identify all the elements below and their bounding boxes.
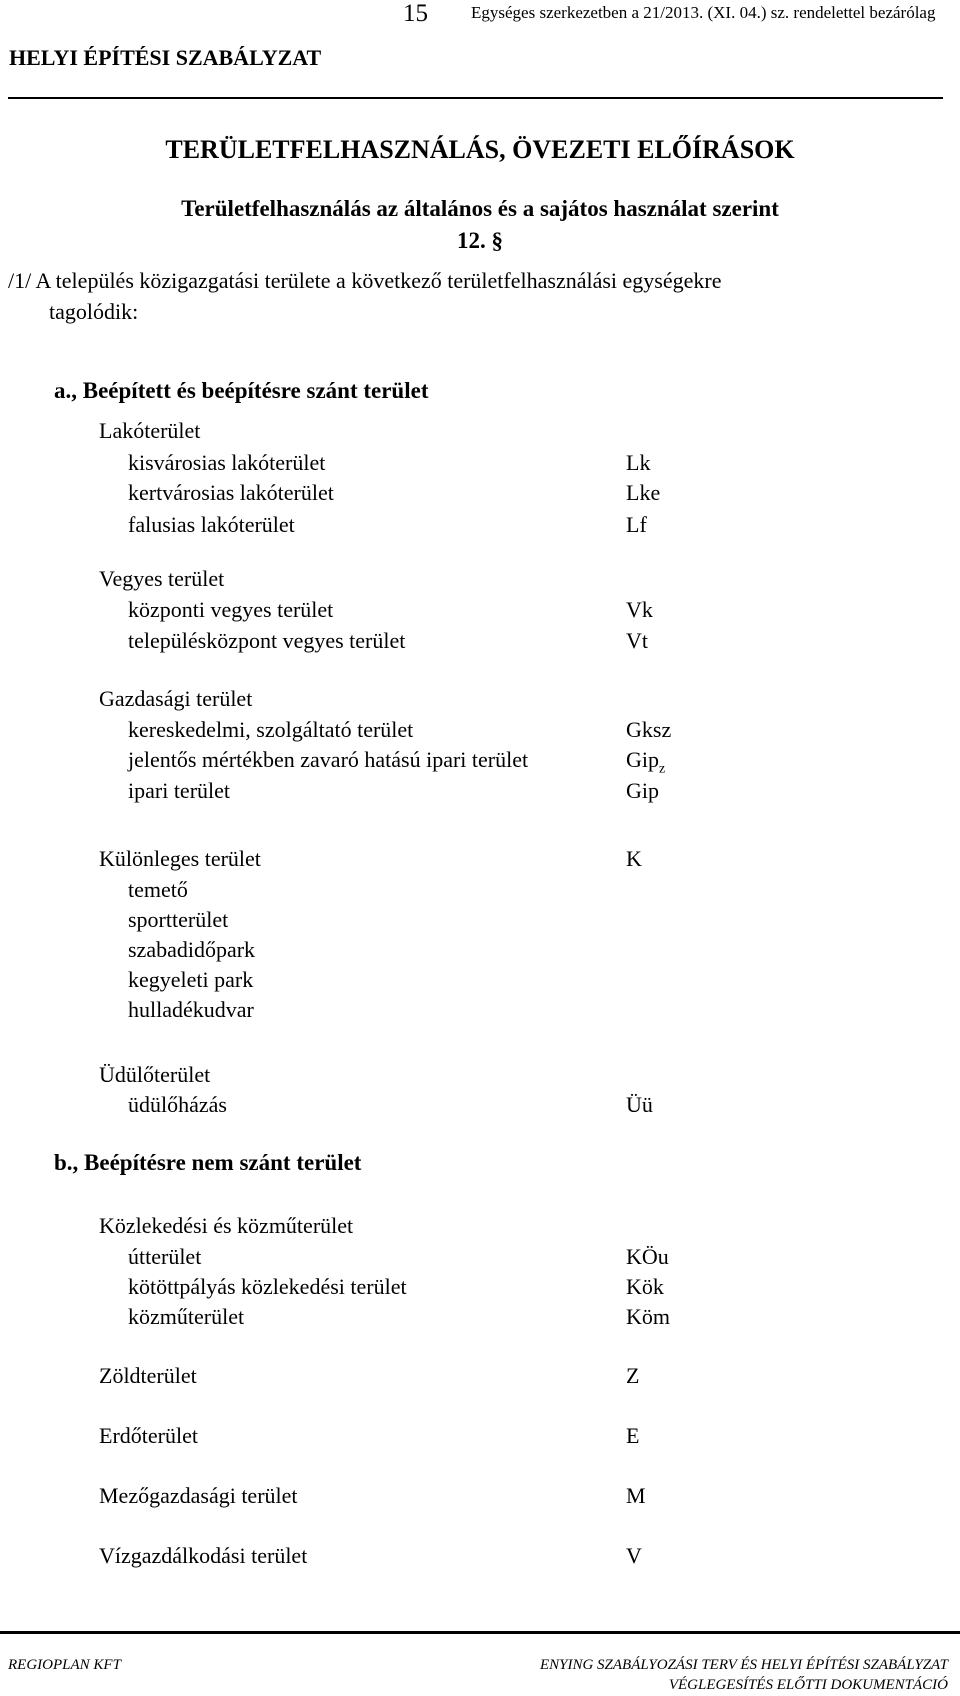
footer-company: REGIOPLAN KFT [8, 1657, 121, 1673]
list-item-label: kertvárosias lakóterület [128, 480, 334, 505]
section-b-title: b., Beépítésre nem szánt terület [54, 1150, 362, 1175]
section-a-title: a., Beépített és beépítésre szánt terület [54, 378, 429, 403]
list-item-code: Vk [626, 597, 653, 622]
header-divider [8, 97, 943, 99]
list-item-label: temető [128, 877, 188, 902]
group-name: Különleges terület [99, 846, 261, 871]
list-item-label: ipari terület [128, 778, 231, 803]
group-name: Vegyes terület [99, 566, 225, 591]
group-code: K [626, 846, 642, 871]
intro-line-2: tagolódik: [49, 299, 139, 324]
group-name: Vízgazdálkodási terület [99, 1543, 308, 1568]
list-item-label: falusias lakóterület [128, 512, 295, 537]
group-code: E [626, 1423, 640, 1448]
group-code: Z [626, 1363, 640, 1388]
footer-divider [0, 1631, 960, 1634]
list-item-code [626, 747, 665, 777]
list-item-label: sportterület [128, 907, 229, 932]
list-item-label: üdülőházás [128, 1092, 227, 1117]
list-item-label: településközpont vegyes terület [128, 628, 406, 653]
list-item-code: Lf [626, 512, 647, 537]
list-item-label: hulladékudvar [128, 997, 254, 1022]
list-item-label: szabadidőpark [128, 937, 256, 962]
group-code: M [626, 1483, 646, 1508]
list-item-code-main: Gip [626, 747, 659, 772]
sub-heading: Területfelhasználás az általános és a sajátos használat szerint [181, 196, 779, 221]
footer-status: VÉGLEGESÍTÉS ELŐTTI DOKUMENTÁCIÓ [668, 1677, 948, 1693]
list-item-label: kötöttpályás közlekedési terület [128, 1274, 407, 1299]
list-item-label: útterület [128, 1244, 202, 1269]
list-item-label: kegyeleti park [128, 967, 254, 992]
list-item-code: Vt [626, 628, 648, 653]
footer-project: ENYING SZABÁLYOZÁSI TERV ÉS HELYI ÉPÍTÉSI SZABÁLYZAT [539, 1657, 948, 1673]
list-item-code: Gip [626, 778, 659, 803]
group-name: Üdülőterület [99, 1062, 211, 1087]
header-subtitle: Egységes szerkezetben a 21/2013. (XI. 04.) sz. rendelettel bezárólag [471, 3, 936, 22]
list-item-code: Gksz [626, 717, 672, 742]
paragraph-sign: 12. § [457, 228, 503, 253]
list-item-label: kereskedelmi, szolgáltató terület [128, 717, 414, 742]
list-item-code: Lke [626, 480, 661, 505]
group-name: Közlekedési és közműterület [99, 1213, 354, 1238]
page-number: 15 [403, 0, 428, 27]
group-name: Gazdasági terület [99, 686, 253, 711]
list-item-code-subscript: z [659, 761, 666, 777]
list-item-code: Köm [626, 1304, 670, 1329]
intro-line-1: /1/ A település közigazgatási területe a következő területfelhasználási egységekre [8, 268, 722, 293]
group-name: Mezőgazdasági terület [99, 1483, 298, 1508]
list-item-label: közműterület [128, 1304, 245, 1329]
group-name: Erdőterület [99, 1423, 198, 1448]
group-code: V [626, 1543, 642, 1568]
list-item-label: központi vegyes terület [128, 597, 334, 622]
document-title: HELYI ÉPÍTÉSI SZABÁLYZAT [9, 45, 322, 70]
group-name: Lakóterület [99, 418, 201, 443]
list-item-label: kisvárosias lakóterület [128, 450, 326, 475]
list-item-code: Üü [626, 1092, 653, 1117]
list-item-code: Kök [626, 1274, 664, 1299]
group-name: Zöldterület [99, 1363, 197, 1388]
list-item-code: KÖu [626, 1244, 669, 1269]
list-item-code: Lk [626, 450, 651, 475]
list-item-label: jelentős mértékben zavaró hatású ipari terület [128, 747, 529, 772]
main-heading: TERÜLETFELHASZNÁLÁS, ÖVEZETI ELŐÍRÁSOK [165, 135, 795, 164]
